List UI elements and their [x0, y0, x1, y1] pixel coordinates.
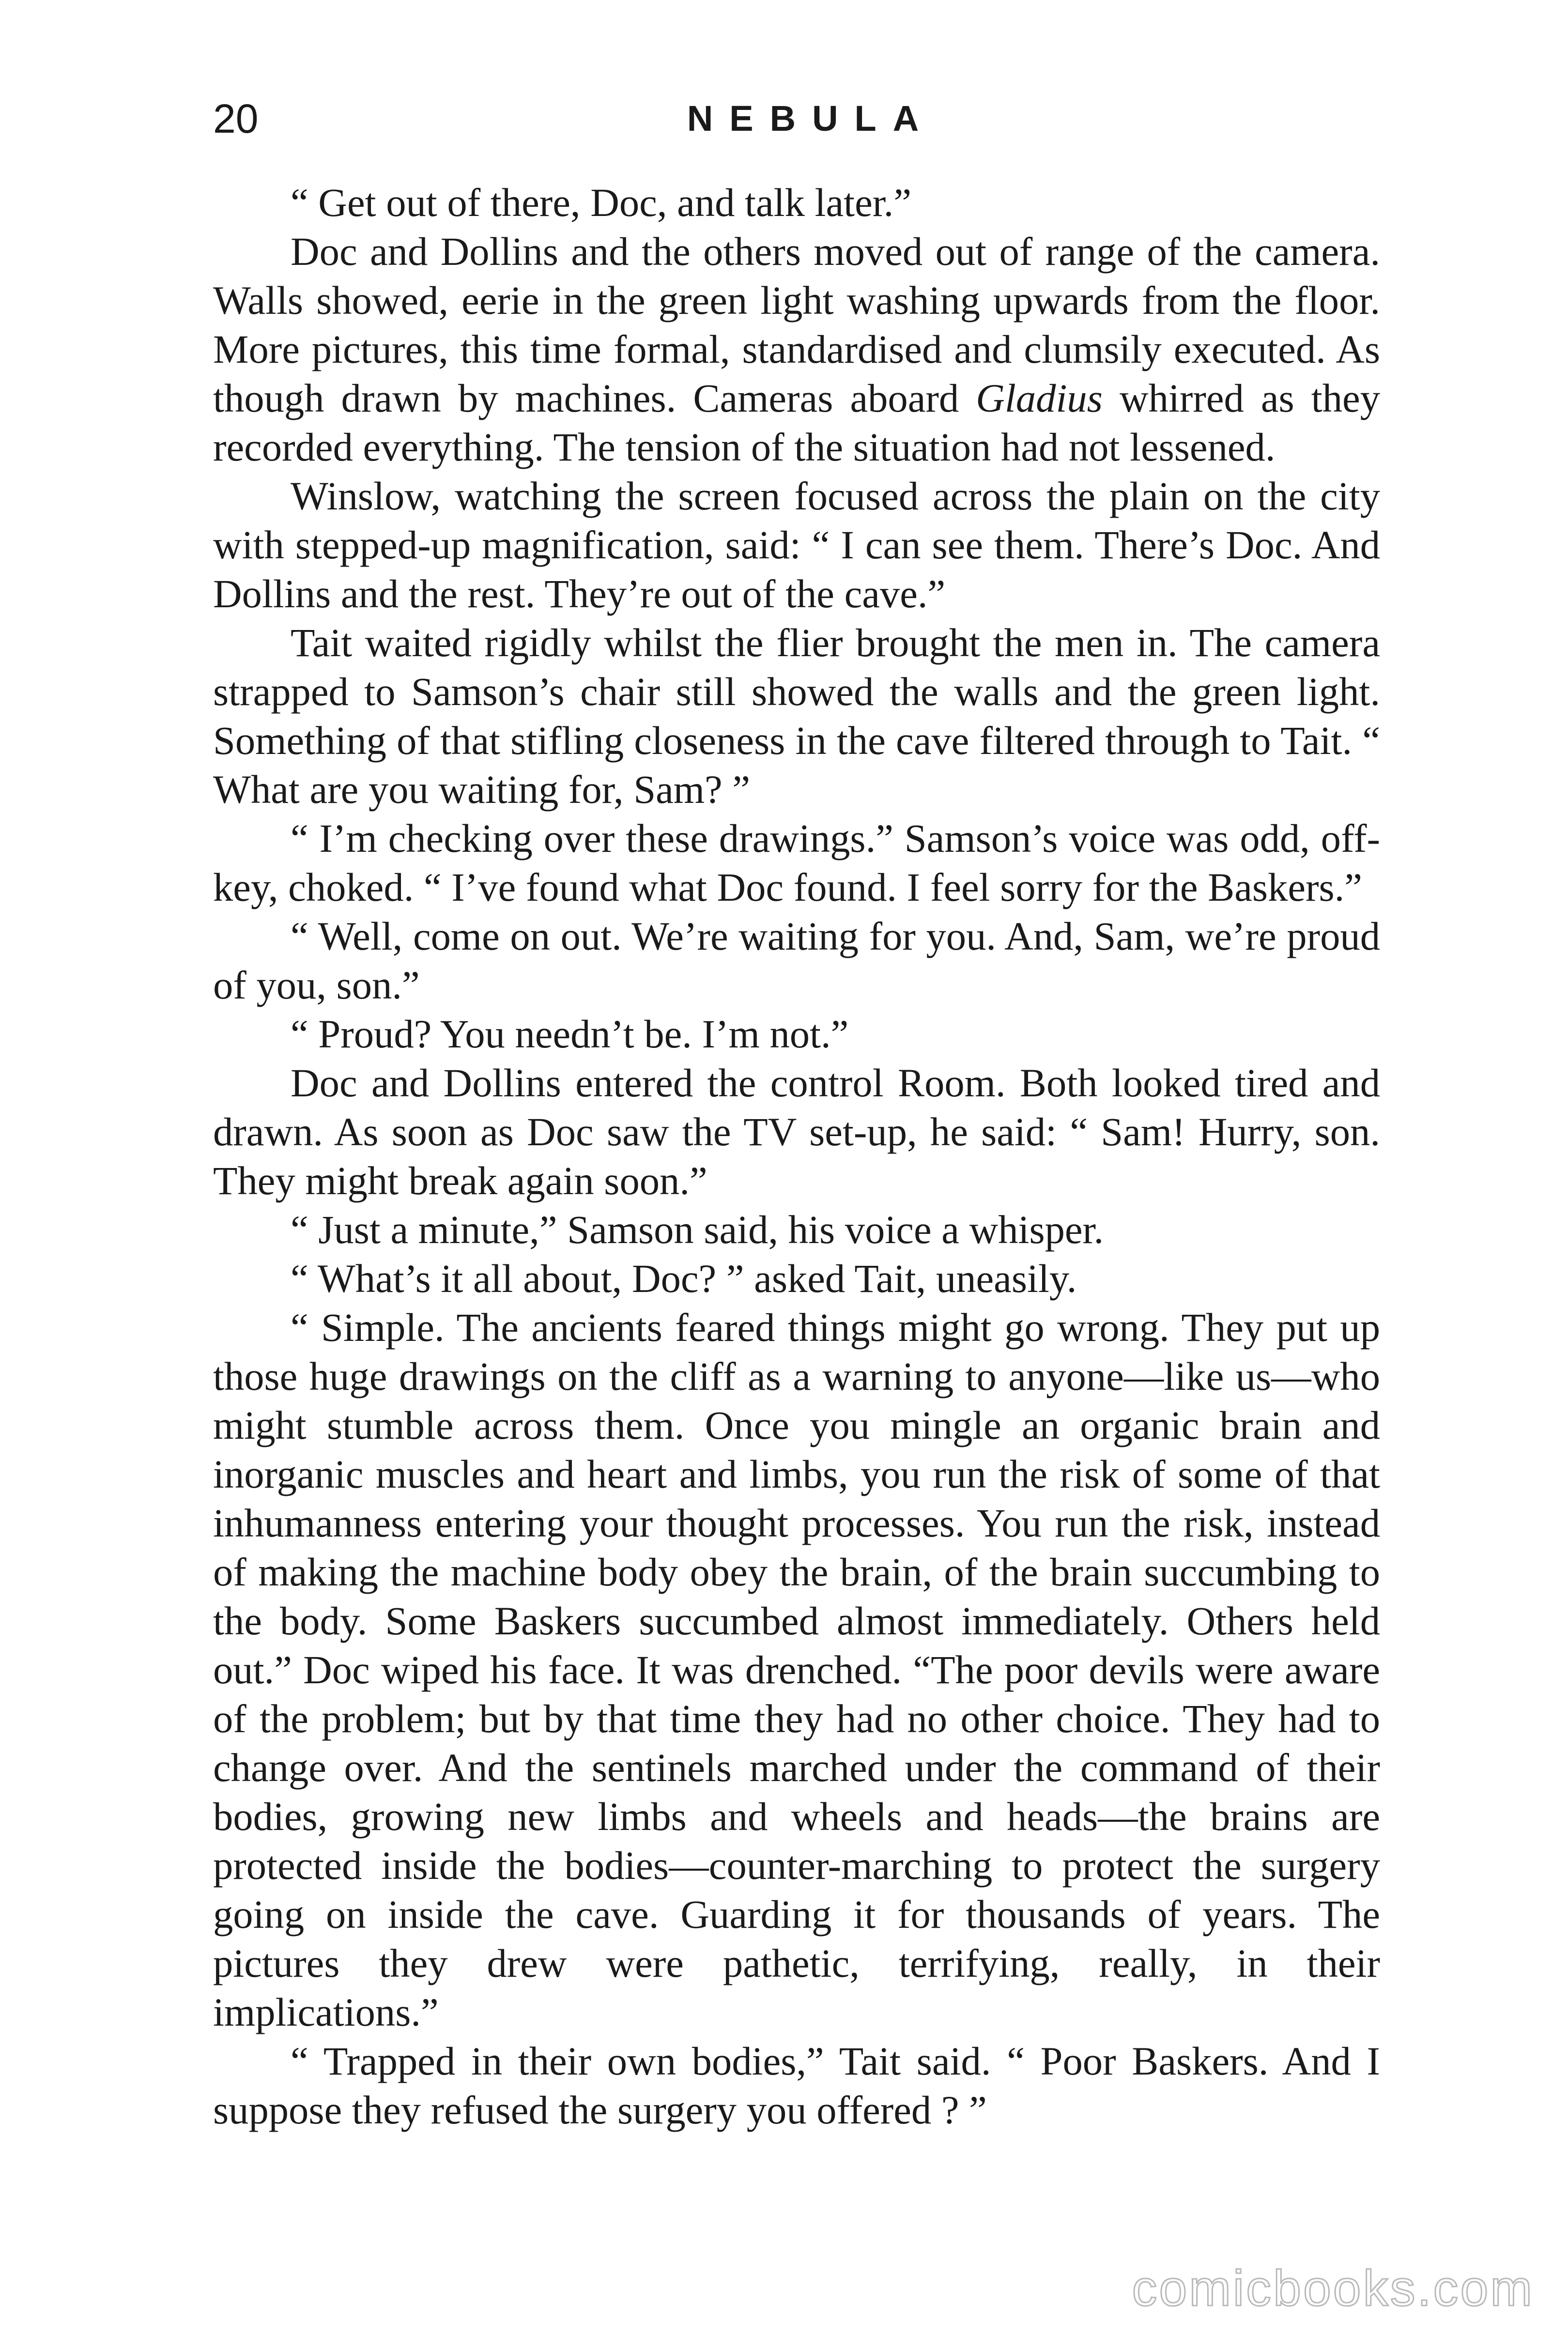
- paragraph-text: “ Get out of there, Doc, and talk later.”: [291, 180, 911, 225]
- paragraph-text: “ I’m checking over these drawings.” Samson’s voice was odd, off-key, choked. “ I’ve found what Doc found. I feel sorry for the Baskers.”: [213, 816, 1380, 909]
- paragraph: [213, 1010, 1380, 1059]
- paragraph-text: “ Trapped in their own bodies,” Tait said. “ Poor Baskers. And I suppose they refused the surgery you offered ? ”: [213, 2039, 1380, 2132]
- paragraph-text: Winslow, watching the screen focused across the plain on the city with stepped-up magnification, said: “ I can see them. There’s Doc. And Dollins and the rest. They’re out of the cave.”: [213, 474, 1380, 616]
- page-header: [213, 92, 1380, 150]
- paragraph-text: Tait waited rigidly whilst the flier brought the men in. The camera strapped to Samson’s chair still showed the walls and the green light. Something of that stifling closeness in the cave filtered through to Tait. “ What are you waiting for, Sam? ”: [213, 620, 1380, 812]
- paragraph: [213, 814, 1380, 912]
- running-head-title: NEBULA: [687, 98, 936, 138]
- paragraph: [213, 1059, 1380, 1205]
- paragraph: [213, 912, 1380, 1010]
- ship-name-italic: Gladius: [976, 376, 1103, 420]
- watermark: comicbooks.com: [1132, 2260, 1534, 2317]
- paragraph-text: Doc and Dollins entered the control Room. Both looked tired and drawn. As soon as Doc saw the TV set-up, he said: “ Sam! Hurry, son. They might break again soon.”: [213, 1061, 1380, 1203]
- paragraph-text-continued: whirred as they recorded everything. The tension of the situation had not lessened.: [213, 376, 1380, 469]
- paragraph-text: “ Proud? You needn’t be. I’m not.”: [291, 1012, 849, 1056]
- paragraph: [213, 1303, 1380, 2037]
- paragraph: [213, 2037, 1380, 2135]
- paragraph: [213, 618, 1380, 814]
- paragraph: [213, 1254, 1380, 1303]
- paragraph: [213, 472, 1380, 618]
- paragraph-text: “ What’s it all about, Doc? ” asked Tait, uneasily.: [291, 1256, 1077, 1301]
- paragraph-text: “ Well, come on out. We’re waiting for you. And, Sam, we’re proud of you, son.”: [213, 914, 1380, 1007]
- paragraph: [213, 1205, 1380, 1254]
- page-number: 20: [213, 96, 259, 141]
- paragraph-text: “ Just a minute,” Samson said, his voice a whisper.: [291, 1207, 1104, 1252]
- body-text: [213, 178, 1380, 2135]
- paragraph: [213, 178, 1380, 227]
- paragraph: [213, 227, 1380, 472]
- paragraph-text: Doc and Dollins and the others moved out of range of the camera. Walls showed, eerie in the green light washing upwards from the floor. More pictures, this time formal, standardised and clumsily executed. As though drawn by machines. Cameras aboard: [213, 229, 1380, 420]
- paragraph-text: “ Simple. The ancients feared things might go wrong. They put up those huge drawings on the cliff as a warning to anyone—like us—who might stumble across them. Once you mingle an organic brain and inorganic muscles and heart and limbs, you run the risk of some of that inhumanness entering your thought processes. You run the risk, instead of making the machine body obey the brain, of the brain succumbing to the body. Some Baskers succumbed almost immediately. Others held out.” Doc wiped his face. It was drenched. “The poor devils were aware of the problem; but by that time they had no other choice. They had to change over. And the sentinels marched under the command of their bodies, growing new limbs and wheels and heads—the brains are protected inside the bodies—counter-marching to protect the surgery going on inside the cave. Guarding it for thousands of years. The pictures they drew were pathetic, terrifying, really, in their implications.”: [213, 1305, 1380, 2034]
